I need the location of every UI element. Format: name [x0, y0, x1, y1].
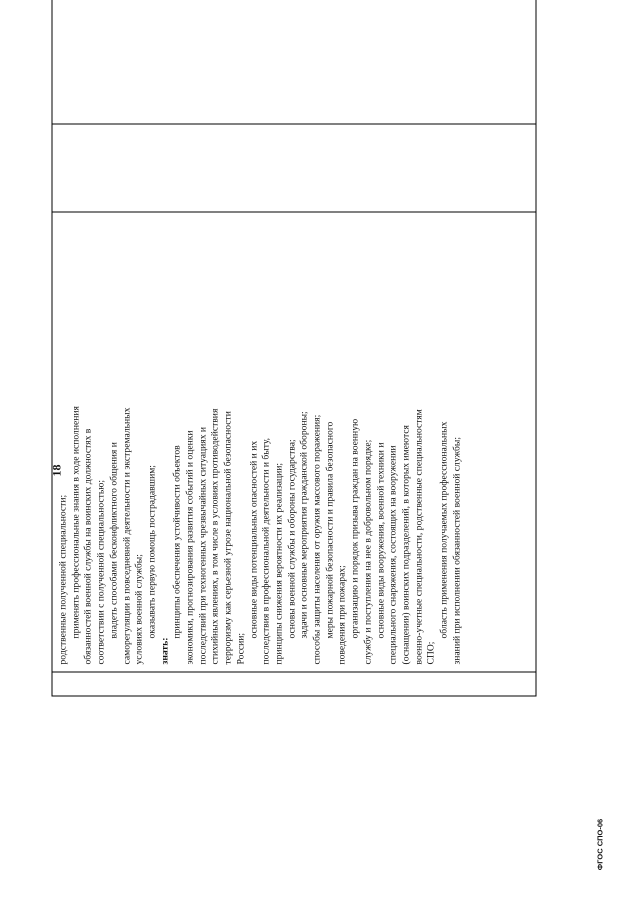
content-line: родственные полученной специальности; [57, 494, 69, 665]
content-line: знаний при исполнении обязанностей военной службы; [451, 436, 463, 665]
content-line: организацию и порядок призыва граждан на военную [349, 418, 361, 639]
content-line: (оснащении) воинских подразделений, в которых имеются [400, 425, 412, 665]
content-line: применять профессиональные знания в ходе исполнения [70, 406, 82, 639]
content-line: задачи и основные мероприятия гражданской обороны; [298, 411, 310, 639]
content-line: оказывать первую помощь пострадавшим; [146, 465, 158, 639]
content-line: обязанностей военной службы на воинских должностях в [82, 428, 94, 665]
content-line: поведения при пожарах; [336, 565, 348, 665]
content-line: способы защиты населения от оружия массового поражения; [311, 414, 323, 665]
content-line: СПО; [425, 641, 437, 665]
content-line: последствия в профессиональной деятельности и быту, [260, 437, 272, 665]
content-line: основные виды вооружения, военной техники и [375, 442, 387, 639]
table-index-column [53, 672, 536, 696]
content-line: область применения получаемых профессиональных [438, 421, 450, 639]
content-line: стихийных явлениях, в том числе в условиях противодействия [209, 408, 221, 665]
competency-table [49, 0, 537, 697]
footer-document-code: ФГОС СПО-06 [595, 818, 605, 871]
content-line: условиях военной службы; [133, 554, 145, 665]
content-line: терроризму как серьезной угрозе национальной безопасности [222, 411, 234, 665]
content-line: саморегуляции в повседневной деятельности и экстремальных [121, 407, 133, 665]
table-column-empty-2 [53, 0, 536, 124]
content-line: России; [235, 632, 247, 665]
content-line: принципы обеспечения устойчивости объектов [171, 445, 183, 639]
content-line: основные виды потенциальных опасностей и их [248, 440, 260, 639]
content-line: последствий при техногенных чрезвычайных ситуациях и [197, 426, 209, 665]
content-line: специального снаряжения, состоящих на вооружении [387, 445, 399, 665]
content-line: службу и поступления на нее в добровольном порядке; [362, 439, 374, 665]
content-line: основы военной службы и обороны государства; [286, 439, 298, 639]
content-line: соответствии с полученной специальностью; [95, 479, 107, 665]
content-line: военно-учетные специальности, родственные специальностям [413, 409, 425, 665]
content-line: меры пожарной безопасности и правила безопасного [324, 421, 336, 639]
table-content-column [53, 212, 536, 672]
content-line: знать: [159, 637, 171, 665]
content-line: принципы снижения вероятности их реализации; [273, 462, 285, 665]
page-number: 18 [49, 464, 64, 477]
table-column-empty-1 [53, 124, 536, 212]
content-line: владеть способами бесконфликтного общения и [108, 442, 120, 639]
content-line: экономики, прогнозирования развития событий и оценки [184, 430, 196, 665]
